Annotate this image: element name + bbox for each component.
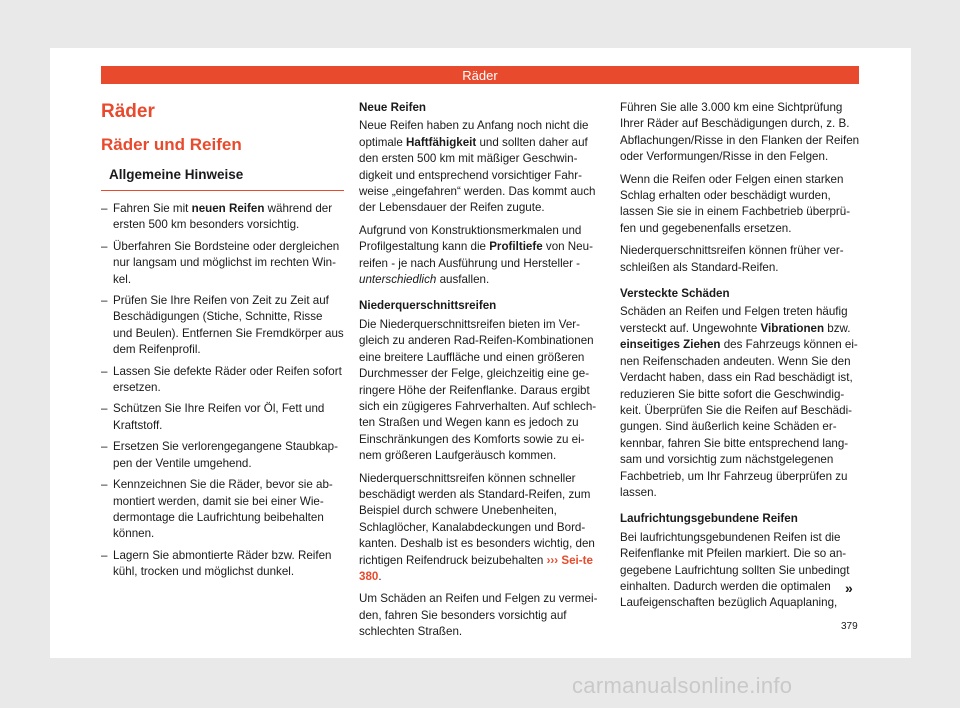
instruction-list (101, 201, 344, 581)
list-item: – Lassen Sie defekte Räder oder Reifen sofort ersetzen. (101, 364, 342, 395)
page-number: 379 (841, 621, 858, 632)
list-item: – Ersetzen Sie verlorengegangene Staubkap-pen der Ventile umgehend. (101, 440, 338, 470)
column-middle (359, 100, 603, 647)
low-profile-heading: Niederquerschnittsreifen (359, 299, 497, 313)
page-reference-link[interactable]: ››› Sei-te 380 (359, 553, 593, 583)
list-item: – Fahren Sie mit neuen Reifen während der ersten 500 km besonders vorsichtig. (101, 202, 333, 232)
list-item: – Lagern Sie abmontierte Räder bzw. Reifen kühl, trocken und möglichst dunkel. (101, 548, 332, 579)
bad-roads-paragraph: Um Schäden an Reifen und Felgen zu vermei-den, fahren Sie besonders vorsichtig auf schlechten Straßen. (359, 592, 598, 639)
list-item: – Überfahren Sie Bordsteine oder dergleichen nur langsam und möglichst im rechten Win-kel. (101, 239, 340, 286)
wear-paragraph: Niederquerschnittsreifen können früher ver-schleißen als Standard-Reifen. (620, 244, 844, 274)
new-tyres-heading: Neue Reifen (359, 101, 427, 114)
watermark: carmanualsonline.info (572, 673, 793, 698)
list-item: – Prüfen Sie Ihre Reifen von Zeit zu Zeit auf Beschädigungen (Stiche, Schnitte, Risse und Beulen). Entfernen Sie Fremdkörper aus dem Reifenprofil. (101, 294, 344, 357)
low-profile-pressure-paragraph: Niederquerschnittsreifen können schneller beschädigt werden als Standard-Reifen, zum Beispiel durch schwere Unebenheiten, Schlaglöcher, Kanalabdeckungen und Bord-kanten. Deshalb ist es besonders wichtig, den richtigen Reifendruck beizubehalten ››› Sei-te 380. (359, 471, 595, 583)
hidden-damage-heading: Versteckte Schäden (620, 287, 730, 301)
hidden-damage-paragraph: Schäden an Reifen und Felgen treten häufig versteckt auf. Ungewohnte Vibrationen bzw. einseitiges Ziehen des Fahrzeugs können ei-nen Reifenschaden andeuten. Wenn Sie den Verdacht haben, dass ein Rad beschädigt ist, reduzieren Sie bitte sofort die Geschwindig-keit. Überprüfen Sie die Reifen auf Beschädi-gungen. Sind äußerlich keine Schäden er-kennbar, fahren Sie bitte entsprechend lang-sam und vorsichtig zum nächstgelegenen Fachbetrieb, um Ihr Fahrzeug überprüfen zu lassen. (620, 305, 858, 499)
low-profile-paragraph: Die Niederquerschnittsreifen bieten im Ver-gleich zu anderen Rad-Reifen-Kombinationen eine breitere Lauffläche und einen größeren Durchmesser der Felge, gleichzeitig eine ge-ringere Höhe der Reifenflanke. Daraus ergibt sich ein zügigeres Fahrverhalten. Auf schlech-ten Straßen und Wegen kann es jedoch zu Einschränkungen des Komforts sowie zu ei-nem größeren Laufgeräusch kommen. (359, 317, 597, 463)
inspection-paragraph: Führen Sie alle 3.000 km eine Sichtprüfung Ihrer Räder auf Beschädigungen durch, z. B. Abflachungen/Risse in den Flanken der Reifen oder Verformungen/Risse in den Felgen. (620, 101, 860, 164)
column-right (620, 100, 860, 618)
impact-paragraph: Wenn die Reifen oder Felgen einen starken Schlag erhalten oder beschädigt wurden, lassen Sie sie in einem Fachbetrieb überprü-fen und gegebenenfalls ersetzen. (620, 172, 851, 235)
list-item: – Kennzeichnen Sie die Räder, bevor sie ab-montiert werden, damit sie bei einer Wie-dermontage die Laufrichtung beibehalten können. (101, 478, 333, 541)
new-tyres-paragraph: Neue Reifen haben zu Anfang noch nicht die optimale Haftfähigkeit und sollten daher auf den ersten 500 km mit mäßiger Geschwin-digkeit und entsprechend vorsichtiger Fahr-weise „eingefahren“ werden. Das kommt auch der Lebensdauer der Reifen zugute. (359, 119, 596, 215)
tread-depth-paragraph: Aufgrund von Konstruktionsmerkmalen und Profilgestaltung kann die Profiltiefe von Neu-reifen - je nach Ausführung und Hersteller - unterschiedlich ausfallen. (359, 223, 593, 287)
list-item: – Schützen Sie Ihre Reifen vor Öl, Fett und Kraftstoff. (101, 402, 325, 432)
directional-tyres-paragraph: Bei laufrichtungsgebundenen Reifen ist die Reifenflanke mit Pfeilen markiert. Die so an-gegebene Laufrichtung sollten Sie unbedingt einhalten. Dadurch werden die optimalen Laufeigenschaften bezüglich Aquaplaning, (620, 530, 850, 610)
page-header-title: Räder (462, 67, 498, 83)
continue-marker: » (845, 580, 853, 596)
directional-tyres-heading: Laufrichtungsgebundene Reifen (620, 512, 798, 526)
chapter-subtitle: Räder und Reifen (101, 135, 242, 154)
page-header-bar (101, 66, 859, 84)
section-heading: Allgemeine Hinweise (101, 164, 344, 191)
chapter-title: Räder (101, 101, 155, 122)
column-left (101, 100, 344, 586)
